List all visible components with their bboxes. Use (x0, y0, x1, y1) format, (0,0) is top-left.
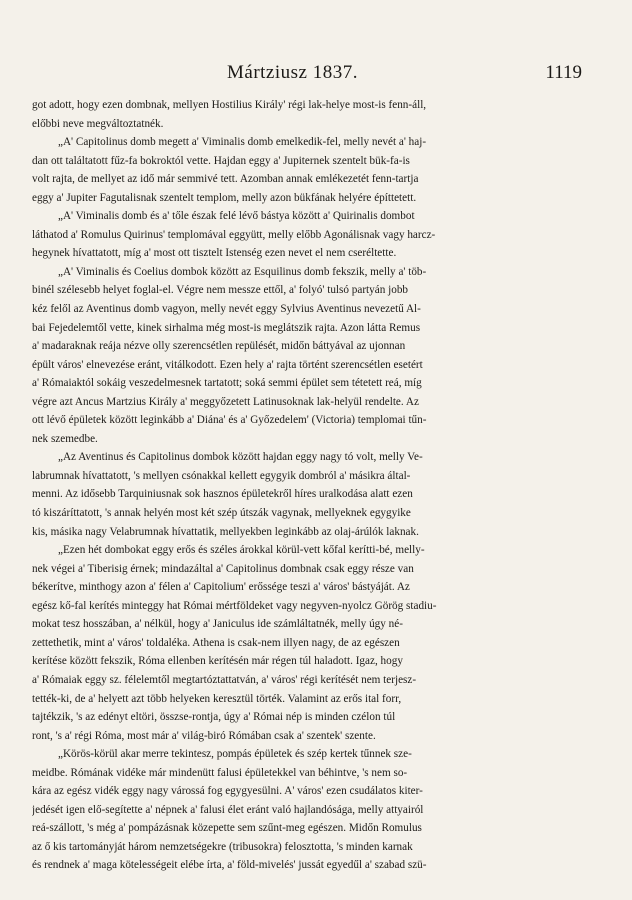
text-line: előbbi neve megváltoztatnék. (32, 117, 164, 130)
text-line: ront, 's a' régi Róma, most már a' világ-biró Rómában csak a' szentek' szente. (32, 729, 376, 742)
text-line: kerítése között fekszik, Róma ellenben kerítésén már régen túl haladott. Igaz, hogy (32, 655, 403, 668)
text-line: got adott, hogy ezen dombnak, mellyen Hostilius Király' régi lak-helye most-is fenn-áll, (32, 99, 427, 111)
text-line: a' Rómaiaktól sokáig veszedelmesnek tartatott; soká semmi épület sem tétetett reá, míg (32, 377, 422, 390)
text-line: labrumnak hívattatott, 's mellyen csónakkal kellett egygyik dombról a' másikra által- (32, 469, 411, 482)
text-line: kára az egész vidék eggy nagy várossá fog egygyesülni. A' város' ezen csudálatos kiter- (32, 785, 423, 798)
header-title: Mártziusz 1837. (227, 62, 358, 83)
text-line: hegynek hívattatott, míg a' most ott tisztelt Istenség ezen nevet el nem cseréltette. (32, 247, 397, 260)
text-line: nek szemedbe. (32, 432, 98, 445)
text-line: tették-ki, de a' helyett azt több helyeken keresztül törték. Valamint az erős ital forr, (32, 692, 402, 705)
text-line: dan ott találtatott fűz-fa bokroktól vette. Hajdan eggy a' Jupiternek szentelt bük-fa-is (32, 154, 410, 167)
text-line: mokat tesz hosszában, a' nélkül, hogy a' Janiculus ide számláltatnék, melly úgy né- (32, 618, 403, 631)
text-line: jedését igen elő-segítette a' népnek a' falusi élet eránt való hajlandósága, melly attyairól (32, 803, 424, 816)
text-line: reá-szállott, 's még a' pompázásnak közepette sem szűnt-meg egészen. Midőn Romulus (32, 822, 422, 835)
text-line: „A' Viminalis domb és a' tőle észak felé lévő bástya között a' Quirinalis dombot (58, 210, 415, 223)
text-line: az ő kis tartományját három nemzetségekre (tribusokra) felosztotta, 's minden karnak (32, 840, 413, 853)
text-line: épült város' elnevezése eránt, vitálkodott. Ezen hely a' rajta történt szerencsétlen esetért (32, 358, 423, 371)
text-line: egész kő-fal kerítés minteggy hat Római mértföldeket vagy negyven-nyolcz Görög stadiu- (32, 599, 437, 612)
text-line: végre azt Ancus Martzius Király a' meggyőzetett Latinusoknak lak-helyül rendelte. Az (32, 395, 419, 408)
text-line: menni. Az idősebb Tarquiniusnak sok hasznos épületekről híres uralkodása alatt ezen (32, 488, 413, 501)
text-line: békerítve, minthogy azon a' félen a' Capitolium' erőssége teszi a' város' bástyáját. Az (32, 581, 410, 594)
text-line: a' Rómaiak eggy sz. félelemtől megtartóztattatván, a' város' régi kerítését nem terjesz- (32, 673, 417, 686)
text-line: láthatod a' Romulus Quirinus' templomával eggyütt, melly előbb Agonálisnak vagy harcz- (32, 228, 436, 241)
text-line: meidbe. Rómának vidéke már mindenütt falusi épületekkel van béhintve, 's nem so- (32, 766, 408, 779)
text-line: „A' Capitolinus domb megett a' Viminalis domb emelkedik-fel, melly nevét a' haj- (58, 136, 427, 149)
text-line: volt rajta, de mellyet az idő már semmivé tett. Azomban annak emlékezetét fenn-tartja (32, 173, 419, 186)
text-line: bai Fejedelemtől vette, kinek sirhalma még most-is meglátszik rajta. Azon látta Remus (32, 321, 421, 334)
text-line: kis, másika nagy Velabrumnak hívattatik, mellyekben leginkább az olaj-árúlók laknak. (32, 525, 419, 538)
text-line: zettethetik, mint a' város' toldaléka. Athena is csak-nem illyen nagy, de az egészen (32, 636, 400, 649)
text-line: eggy a' Jupiter Fagutalisnak szentelt templom, melly azon bükfának helyére építtetett. (32, 191, 417, 204)
body-text (32, 96, 592, 875)
text-line: ott lévő épületek között leginkább a' Diána' és a' Győzedelem' (Victoria) templomai tűn- (32, 414, 427, 427)
text-line: „Ezen hét dombokat eggy erős és széles árokkal körül-vett kőfal kerítti-bé, melly- (58, 544, 425, 557)
text-line: kéz felől az Aventinus domb vagyon, melly nevét eggy Sylvius Aventinus nevezetű Al- (32, 303, 421, 316)
text-line: binél szélesebb helyet foglal-el. Végre nem messze ettől, a' folyó' tulsó partyán jobb (32, 284, 409, 297)
text-line: tó kiszáríttatott, 's annak helyén most két szép útszák vagynak, mellyeknek egygyike (32, 507, 411, 520)
text-line: és rendnek a' maga kötelességeit elébe írta, a' föld-mivelés' jussát egyedűl a' szabad szü- (32, 859, 427, 872)
text-line: „Az Aventinus és Capitolinus dombok között hajdan eggy nagy tó volt, melly Ve- (58, 451, 423, 464)
text-line: nek végei a' Tiberisig érnek; mindazáltal a' Capitolinus dombnak csak eggy része van (32, 562, 414, 575)
text-line: a' madaraknak reája nézve olly szerencsétlen repülését, midőn báttyával az ujonnan (32, 340, 406, 353)
text-line: „A' Viminalis és Coelius dombok között az Esquilinus domb fekszik, melly a' töb- (58, 265, 427, 278)
page-number: 1119 (545, 62, 582, 83)
text-line: „Körös-körül akar merre tekintesz, pompás épületek és szép kertek tűnnek sze- (58, 748, 412, 761)
running-header (0, 62, 632, 90)
text-line: tajtékzik, 's az edényt eltöri, összse-rontja, úgy a' Római nép is minden czélon túl (32, 711, 396, 724)
